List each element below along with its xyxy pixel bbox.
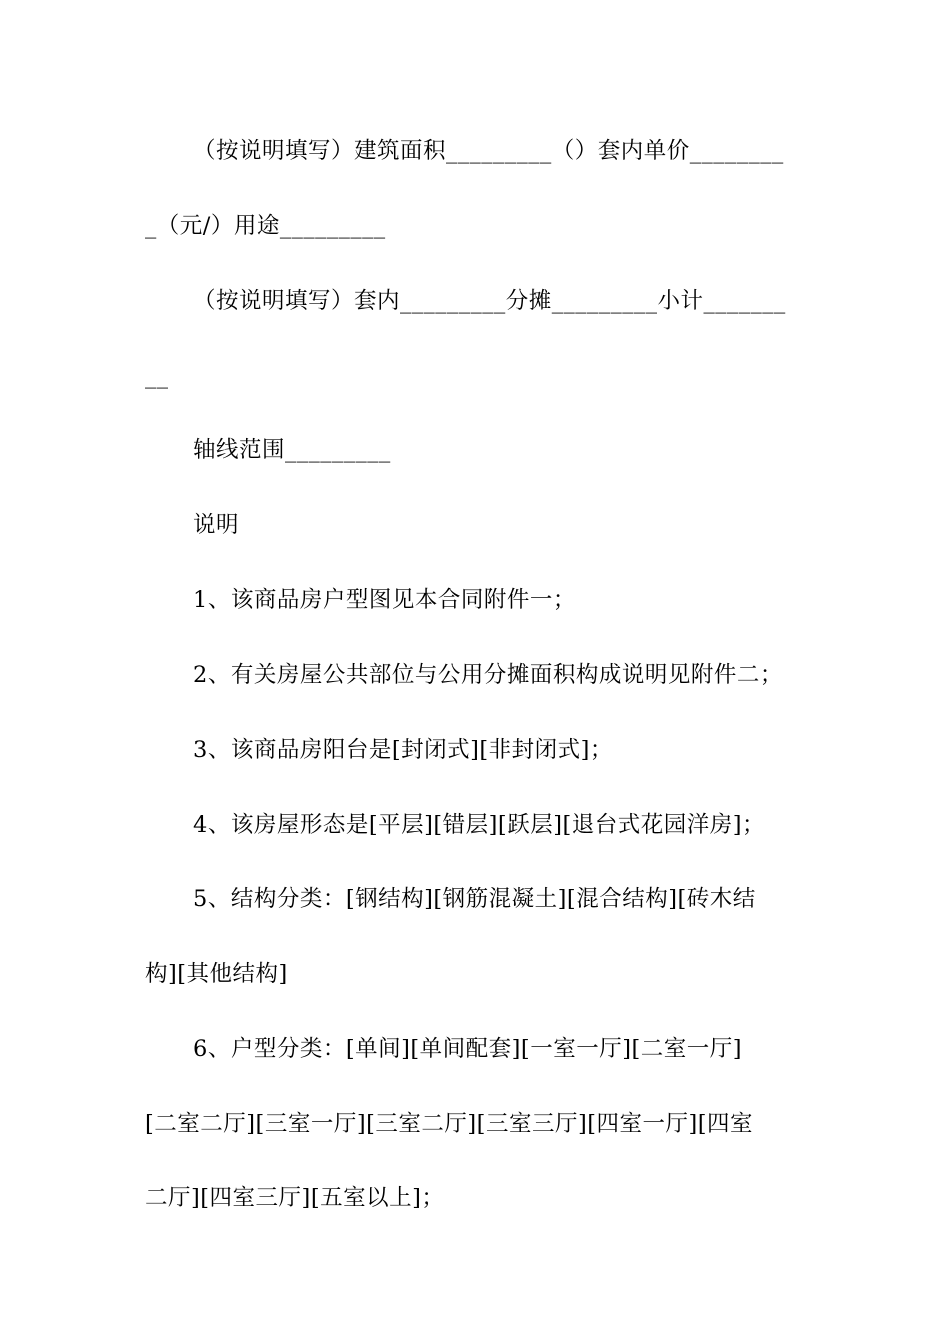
note-item-6 xyxy=(0,1029,950,1069)
text-line-content: 5、结构分类：[钢结构][钢筋混凝土][混合结构][砖木结 xyxy=(193,886,756,912)
text-line-content: [二室二厅][三室一厅][三室二厅][三室三厅][四室一厅][四室 xyxy=(145,1111,754,1137)
text-line-content: （按说明填写）套内_________分摊_________小计_______ xyxy=(193,288,786,314)
note-item-3 xyxy=(0,730,950,770)
text-line-content: 1、该商品房户型图见本合同附件一； xyxy=(193,587,576,613)
text-line-content: （按说明填写）建筑面积_________（）套内单价________ xyxy=(193,138,784,164)
text-line-blank-continuation xyxy=(0,356,950,396)
note-item-6-continuation-2 xyxy=(0,1178,950,1218)
text-line-content: _（元/）用途_________ xyxy=(145,213,386,239)
text-line-inner-shared-subtotal xyxy=(0,281,950,321)
text-line-content: 构][其他结构] xyxy=(145,961,288,987)
note-item-1 xyxy=(0,580,950,620)
text-line-usage xyxy=(0,206,950,246)
text-line-content: 3、该商品房阳台是[封闭式][非封闭式]； xyxy=(193,737,613,763)
text-line-content: 说明 xyxy=(193,512,240,538)
text-line-axis-range xyxy=(0,430,950,470)
text-line-content: __ xyxy=(145,363,169,389)
text-line-content: 2、有关房屋公共部位与公用分摊面积构成说明见附件二； xyxy=(193,662,783,688)
note-item-4 xyxy=(0,805,950,845)
text-line-content: 4、该房屋形态是[平层][错层][跃层][退台式花园洋房]； xyxy=(193,812,766,838)
text-line-building-area xyxy=(0,131,950,171)
text-line-content: 轴线范围_________ xyxy=(193,437,391,463)
text-line-content: 6、户型分类：[单间][单间配套][一室一厅][二室一厅] xyxy=(193,1036,743,1062)
note-item-2 xyxy=(0,655,950,695)
note-item-5 xyxy=(0,879,950,919)
text-line-content: 二厅][四室三厅][五室以上]； xyxy=(145,1185,445,1211)
note-item-5-continuation xyxy=(0,954,950,994)
section-heading-notes xyxy=(0,505,950,545)
note-item-6-continuation-1 xyxy=(0,1104,950,1144)
